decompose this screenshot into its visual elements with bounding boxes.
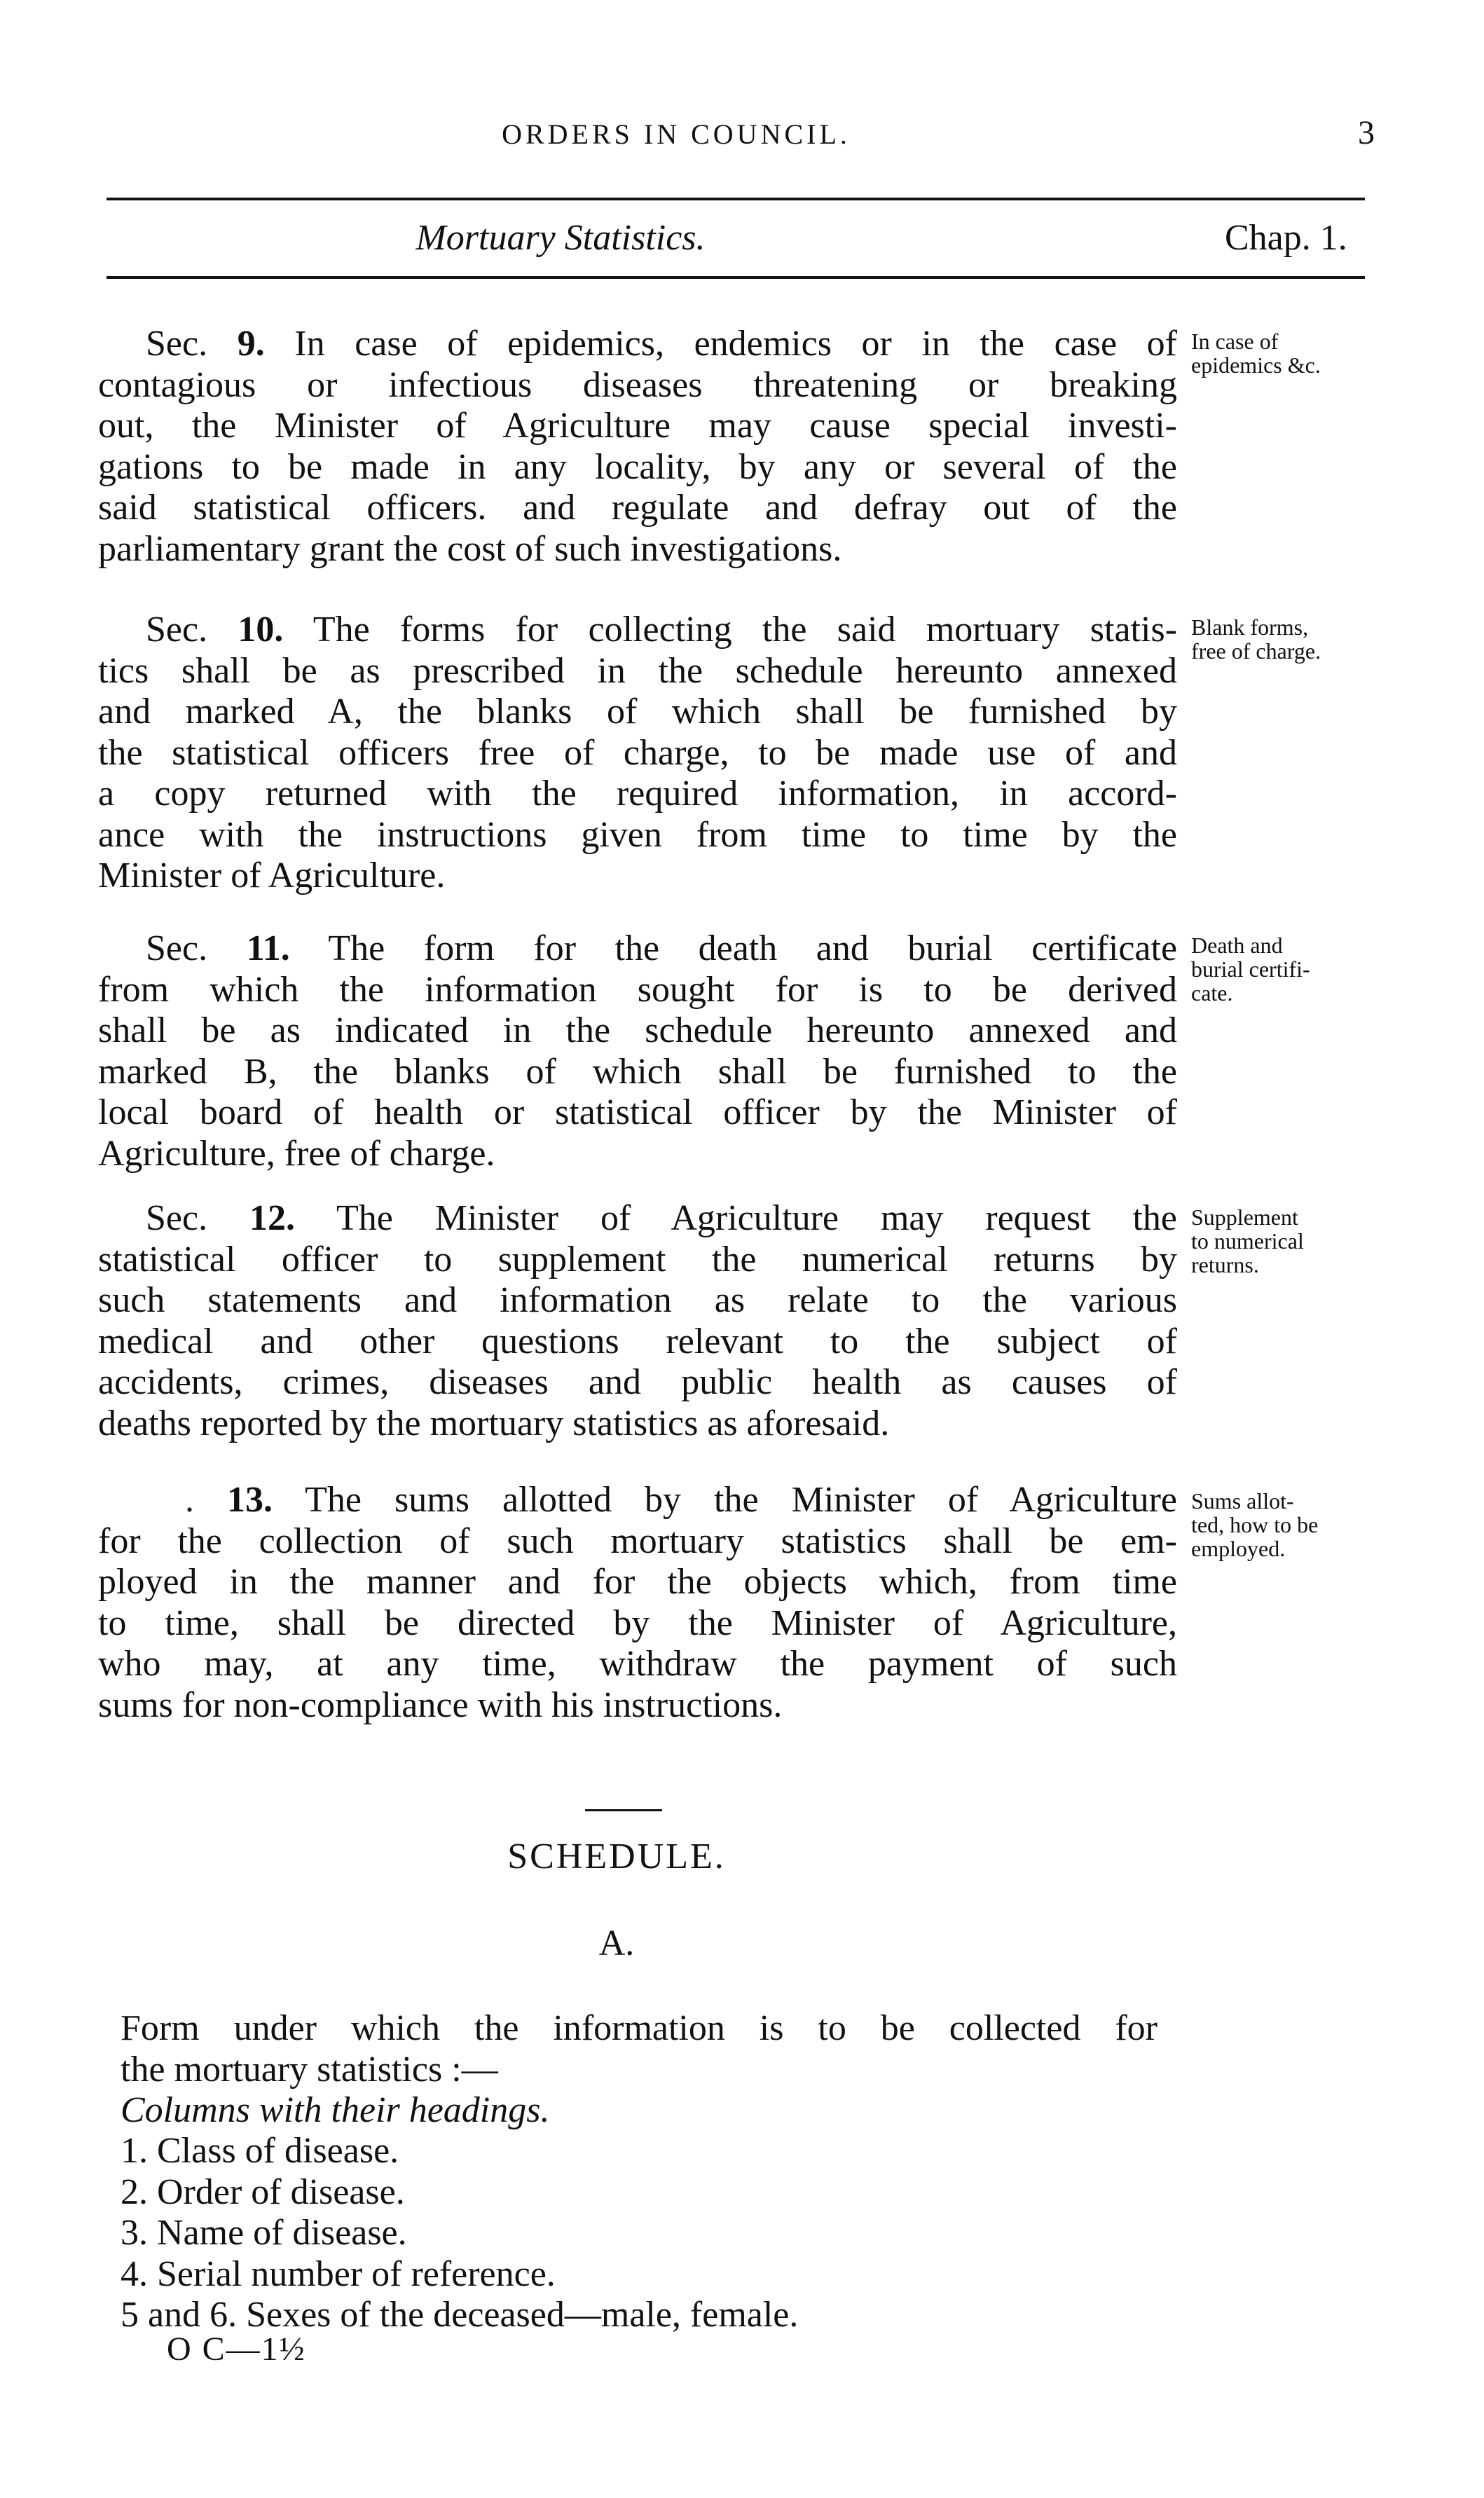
section-line: ployed in the manner and for the objects which, from time — [98, 1562, 1177, 1602]
margin-note-line: Blank forms, — [1191, 615, 1309, 640]
section-line: gations to be made in any locality, by any or several of the — [98, 446, 1177, 487]
schedule-intro — [121, 2008, 1157, 2132]
margin-note-line: ted, how to be — [1191, 1512, 1319, 1537]
section-line: sums for non-compliance with his instructions. — [98, 1684, 783, 1725]
margin-note-line: cate. — [1191, 980, 1233, 1006]
intro-line: Form under which the information is to be collected for — [121, 2008, 1157, 2048]
section-line: shall be as indicated in the schedule hereunto annexed and — [98, 1010, 1177, 1050]
section-prefix: Sec. — [146, 324, 208, 364]
section-line: to time, shall be directed by the Minister of Agriculture, — [98, 1603, 1177, 1643]
list-item: 2. Order of disease. — [121, 2171, 405, 2212]
margin-note-line: Sums allot- — [1191, 1488, 1294, 1514]
chapter-label: Chap. 1. — [1225, 218, 1347, 258]
margin-note-line: Death and — [1191, 933, 1283, 958]
margin-note-section-9 — [1191, 329, 1321, 377]
section-number: 9. — [237, 324, 265, 364]
header-rule-bottom — [107, 276, 1365, 279]
section-line — [98, 1198, 1177, 1240]
section-line: and marked A, the blanks of which shall be furnished by — [98, 692, 1177, 732]
section-line — [98, 610, 1177, 651]
section-line: Minister of Agriculture. — [98, 856, 446, 895]
section-text: The Minister of Agriculture may request the — [336, 1198, 1178, 1238]
section-line: from which the information sought for is to be derived — [98, 969, 1177, 1010]
section-text: The form for the death and burial certificate — [328, 928, 1178, 968]
section-line: for the collection of such mortuary statistics shall be em- — [98, 1521, 1177, 1561]
section-number: 13. — [227, 1480, 273, 1520]
margin-note-section-13 — [1191, 1489, 1318, 1560]
margin-note-line: to numerical — [1191, 1228, 1304, 1254]
section-line: contagious or infectious diseases threatening or breaking — [98, 364, 1177, 405]
section-10-paragraph — [98, 610, 1177, 897]
section-line: local board of health or statistical officer by the Minister of — [98, 1092, 1177, 1132]
section-line: deaths reported by the mortuary statistics as aforesaid. — [98, 1403, 890, 1443]
section-prefix: Sec. — [146, 928, 208, 968]
section-line: the statistical officers free of charge, to be made use of and — [98, 732, 1177, 773]
section-line: parliamentary grant the cost of such investigations. — [98, 528, 842, 569]
schedule-heading: SCHEDULE. — [507, 1837, 726, 1876]
section-prefix: Sec. — [146, 1198, 208, 1238]
section-line — [98, 1480, 1177, 1521]
section-line: such statements and information as relate to the various — [98, 1280, 1177, 1320]
section-text: The forms for collecting the said mortuary statis- — [312, 610, 1178, 650]
section-line: a copy returned with the required information, in accord- — [98, 774, 1177, 814]
margin-note-section-11 — [1191, 933, 1310, 1005]
section-text: The sums allotted by the Minister of Agriculture — [305, 1480, 1178, 1520]
section-line — [98, 324, 1177, 365]
list-item: 1. Class of disease. — [121, 2131, 399, 2171]
section-prefix: Sec. — [146, 610, 208, 650]
section-line: ance with the instructions given from time to time by the — [98, 814, 1177, 855]
list-item: 4. Serial number of reference. — [121, 2253, 556, 2294]
section-line: who may, at any time, withdraw the payment of such — [98, 1644, 1177, 1684]
section-line: Agriculture, free of charge. — [98, 1133, 495, 1174]
running-head: ORDERS IN COUNCIL. — [502, 118, 851, 150]
section-line: statistical officer to supplement the numerical returns by — [98, 1239, 1177, 1279]
section-line: said statistical officers. and regulate and defray out of the — [98, 488, 1177, 528]
columns-caption: Columns with their headings. — [121, 2090, 550, 2130]
margin-note-section-10 — [1191, 615, 1321, 663]
header-rule-top — [107, 198, 1365, 200]
section-prefix: . — [185, 1480, 194, 1520]
subject-title: Mortuary Statistics. — [415, 218, 706, 258]
schedule-subheading: A. — [598, 1923, 635, 1963]
column-headings-list — [121, 2131, 798, 2336]
list-item: 5 and 6. Sexes of the deceased—male, female. — [121, 2295, 799, 2335]
section-line: marked B, the blanks of which shall be furnished to the — [98, 1051, 1177, 1092]
intro-line: the mortuary statistics :— — [121, 2049, 498, 2089]
section-9-paragraph — [98, 324, 1177, 570]
page-number: 3 — [1358, 114, 1375, 151]
section-12-paragraph — [98, 1198, 1177, 1444]
list-item: 3. Name of disease. — [121, 2213, 407, 2253]
section-13-paragraph — [98, 1480, 1177, 1726]
margin-note-line: burial certifi- — [1191, 956, 1310, 982]
section-divider — [585, 1809, 662, 1811]
section-number: 10. — [238, 610, 284, 650]
section-line: tics shall be as prescribed in the schedule hereunto annexed — [98, 650, 1177, 691]
margin-note-line: free of charge. — [1191, 638, 1321, 664]
section-line: out, the Minister of Agriculture may cause special investi- — [98, 406, 1177, 446]
margin-note-line: employed. — [1191, 1536, 1286, 1561]
section-number: 12. — [249, 1198, 296, 1238]
section-line: medical and other questions relevant to the subject of — [98, 1321, 1177, 1361]
section-line — [98, 928, 1177, 970]
section-text: In case of epidemics, endemics or in the case of — [294, 324, 1177, 364]
margin-note-line: returns. — [1191, 1252, 1259, 1277]
section-number: 11. — [246, 928, 290, 968]
margin-note-line: In case of — [1191, 329, 1279, 354]
margin-note-section-12 — [1191, 1205, 1304, 1277]
printer-signature: O C—1½ — [167, 2331, 306, 2368]
section-11-paragraph — [98, 928, 1177, 1174]
section-line: accidents, crimes, diseases and public health as causes of — [98, 1362, 1177, 1402]
margin-note-line: epidemics &c. — [1191, 352, 1321, 378]
margin-note-line: Supplement — [1191, 1205, 1298, 1230]
